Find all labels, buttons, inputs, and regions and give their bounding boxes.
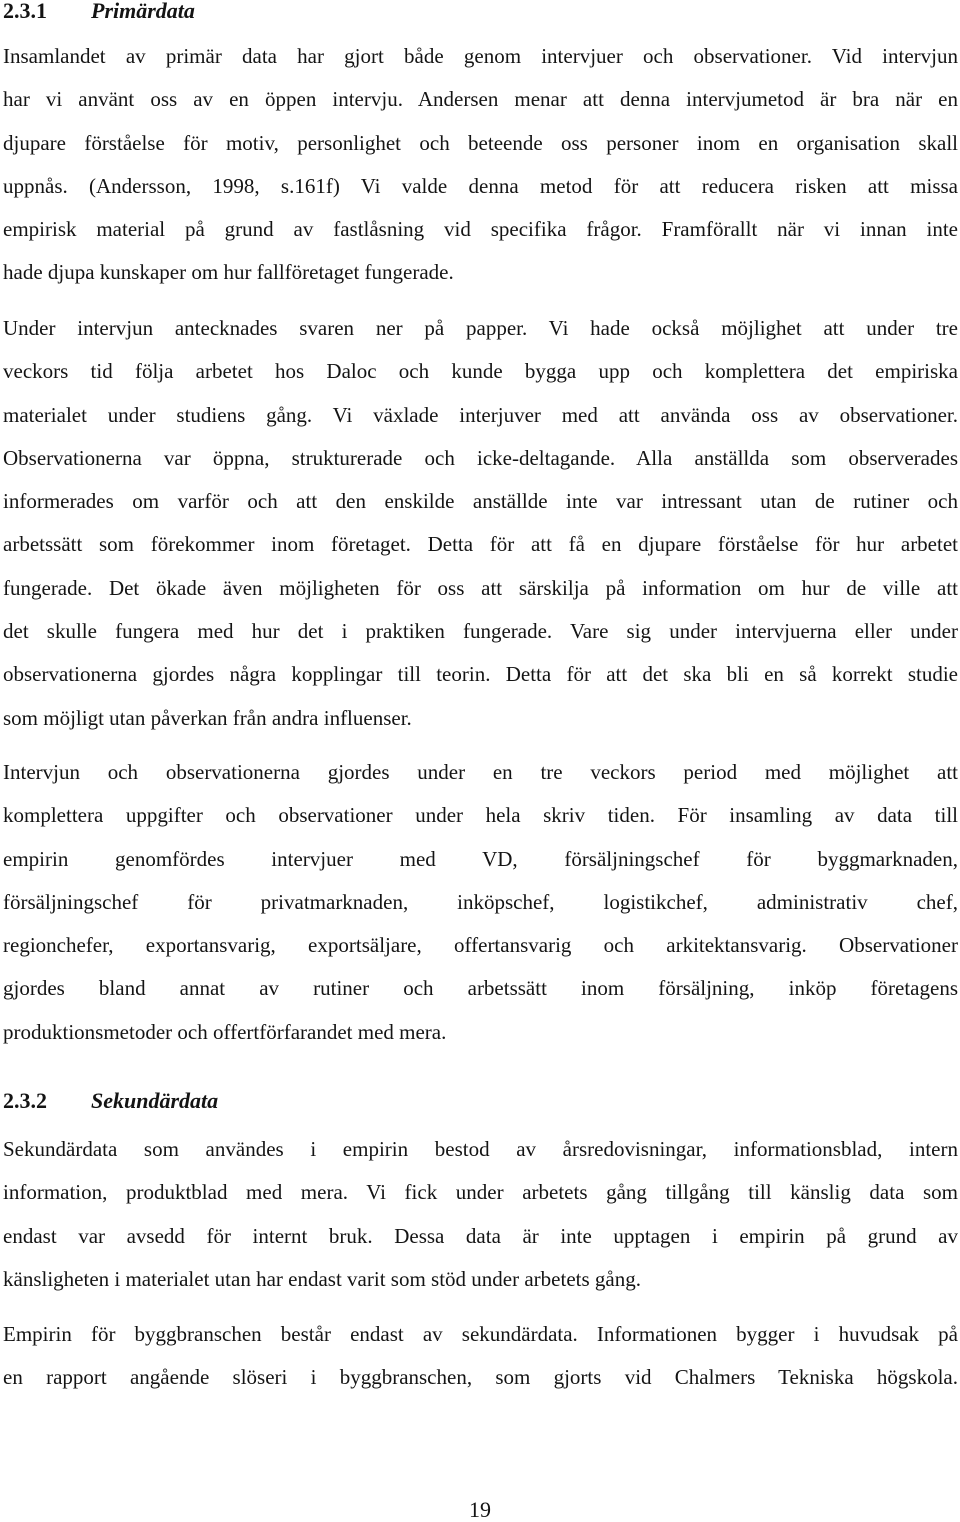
text-line: känsligheten i materialet utan har endast varit som stöd under arbetets gång. [3, 1266, 641, 1291]
text-line: försäljningschef för privatmarknaden, inköpschef, logistikchef, administrativ chef, [3, 889, 958, 914]
text-line: Insamlandet av primär data har gjort både genom intervjuer och observationer. Vid intervjun [3, 44, 958, 68]
section-heading-primardata [3, 0, 195, 24]
text-line: en rapport angående slöseri i byggbranschen, som gjorts vid Chalmers Tekniska högskola. [3, 1365, 958, 1390]
paragraph [3, 35, 958, 295]
text-line: Empirin för byggbranschen består endast av sekundärdata. Informationen bygger i huvudsak på [3, 1322, 958, 1346]
section-number: 2.3.2 [3, 1088, 47, 1113]
text-line: det skulle fungera med hur det i praktiken fungerade. Vare sig under intervjuerna eller under [3, 619, 958, 644]
text-line: Sekundärdata som användes i empirin bestod av årsredovisningar, informationsblad, intern [3, 1137, 958, 1161]
text-line: veckors tid följa arbetet hos Daloc och kunde bygga upp och komplettera det empiriska [3, 359, 958, 384]
text-line: komplettera uppgifter och observationer under hela skriv tiden. För insamling av data till [3, 803, 958, 828]
text-line: empirisk material på grund av fastlåsning vid specifika frågor. Framförallt när vi innan inte [3, 217, 958, 242]
text-line: observationerna gjordes några kopplingar till teorin. Detta för att det ska bli en så korrekt studie [3, 662, 958, 687]
text-line: hade djupa kunskaper om hur fallföretaget fungerade. [3, 260, 454, 285]
text-line: som möjligt utan påverkan från andra influenser. [3, 705, 412, 730]
text-line: arbetssätt som förekommer inom företaget. Detta för att få en djupare förståelse för hur arbetet [3, 532, 958, 557]
text-line: fungerade. Det ökade även möjligheten för oss att särskilja på information om hur de ville att [3, 575, 958, 600]
paragraph [3, 307, 958, 740]
text-line: regionchefer, exportansvarig, exportsäljare, offertansvarig och arkitektansvarig. Observationer [3, 933, 958, 958]
text-line: information, produktblad med mera. Vi fick under arbetets gång tillgång till känslig data som [3, 1180, 958, 1205]
text-line: gjordes bland annat av rutiner och arbetssätt inom försäljning, inköp företagens [3, 976, 958, 1001]
text-line: endast var avsedd för internt bruk. Dessa data är inte upptagen i empirin på grund av [3, 1223, 958, 1248]
text-line: har vi använt oss av en öppen intervju. Andersen menar att denna intervjumetod är bra när en [3, 87, 958, 112]
text-line: uppnås. (Andersson, 1998, s.161f) Vi valde denna metod för att reducera risken att missa [3, 173, 958, 198]
paragraph [3, 751, 958, 1054]
text-line: Intervjun och observationerna gjordes under en tre veckors period med möjlighet att [3, 760, 958, 784]
section-title: Primärdata [91, 0, 195, 23]
section-number: 2.3.1 [3, 0, 47, 23]
text-line: informerades om varför och att den enskilde anställde inte var intressant utan de rutiner och [3, 489, 958, 514]
text-line: djupare förståelse för motiv, personlighet och beteende oss personer inom en organisation skall [3, 130, 958, 155]
text-line: Observationerna var öppna, strukturerade och icke-deltagande. Alla anställda som observerades [3, 445, 958, 470]
section-heading-sekundardata [3, 1088, 218, 1114]
text-line: empirin genomfördes intervjuer med VD, försäljningschef för byggmarknaden, [3, 846, 958, 871]
page-number: 19 [469, 1497, 491, 1522]
text-line: materialet under studiens gång. Vi växlade interjuver med att använda oss av observationer. [3, 402, 958, 427]
section-title: Sekundärdata [91, 1088, 219, 1113]
paragraph [3, 1128, 958, 1301]
text-line: Under intervjun antecknades svaren ner på papper. Vi hade också möjlighet att under tre [3, 316, 958, 340]
paragraph [3, 1313, 958, 1400]
text-line: produktionsmetoder och offertförfarandet med mera. [3, 1019, 447, 1044]
